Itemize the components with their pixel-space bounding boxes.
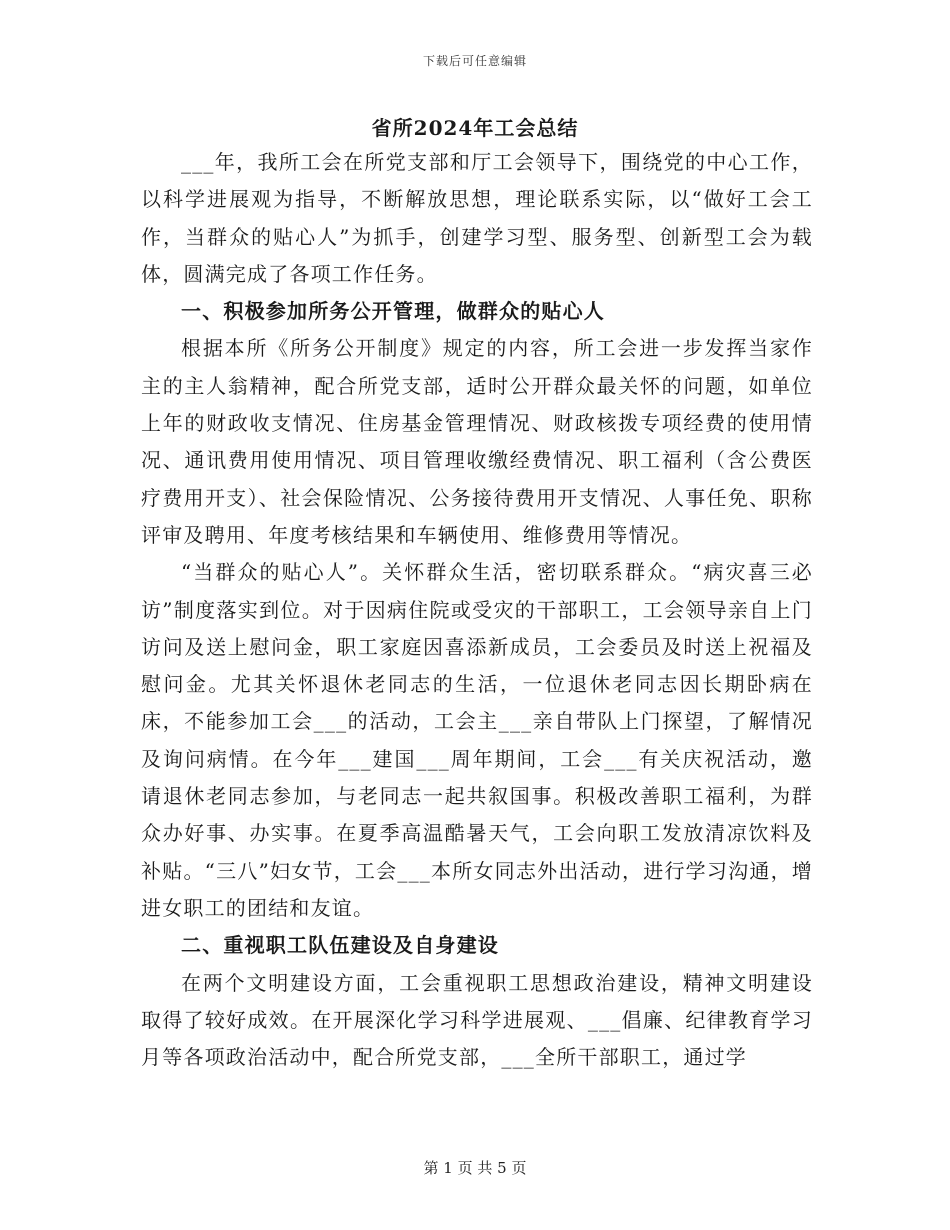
section-heading-1: 一、积极参加所务公开管理，做群众的贴心人 [181, 299, 605, 324]
section-2-paragraph-1: 在两个文明建设方面，工会重视职工思想政治建设，精神文明建设取得了较好成效。在开展深化学习科学进展观、___倡廉、纪律教育学习月等各项政治活动中，配合所党支部，___全所干部职工，通过学 [141, 970, 813, 1070]
document-title: 省所2024年工会总结 [371, 116, 579, 140]
section-heading-2: 二、重视职工队伍建设及自身建设 [181, 933, 499, 958]
intro-paragraph: ___年，我所工会在所党支部和厅工会领导下，围绕党的中心工作，以科学进展观为指导，不断解放思想，理论联系实际，以“做好工会工作，当群众的贴心人”为抓手，创建学习型、服务型、创新型工会为载体，圆满完成了各项工作任务。 [141, 150, 813, 286]
page-header-note: 下载后可任意编辑 [422, 54, 527, 68]
section-1-paragraph-1: 根据本所《所务公开制度》规定的内容，所工会进一步发挥当家作主的主人翁精神，配合所党支部，适时公开群众最关怀的问题，如单位上年的财政收支情况、住房基金管理情况、财政核拨专项经费的使用情况、通讯费用使用情况、项目管理收缴经费情况、职工福利（含公费医疗费用开支）、社会保险情况、公务接待费用开支情况、人事任免、职称评审及聘用、年度考核结果和车辆使用、维修费用等情况。 [141, 336, 813, 547]
page-number: 第 1 页 共 5 页 [423, 1159, 527, 1177]
section-1-paragraph-2: “当群众的贴心人”。关怀群众生活，密切联系群众。“病灾喜三必访”制度落实到位。对于因病住院或受灾的干部职工，工会领导亲自上门访问及送上慰问金，职工家庭因喜添新成员，工会委员及时送上祝福及慰问金。尤其关怀退休老同志的生活，一位退休老同志因长期卧病在床，不能参加工会___的活动，工会主___亲自带队上门探望，了解情况及询问病情。在今年___建国___周年期间，工会___有关庆祝活动，邀请退休老同志参加，与老同志一起共叙国事。积极改善职工福利，为群众办好事、办实事。在夏季高温酷暑天气，工会向职工发放清凉饮料及补贴。“三八”妇女节，工会___本所女同志外出活动，进行学习沟通，增进女职工的团结和友谊。 [141, 560, 813, 920]
document-body [141, 144, 813, 1076]
